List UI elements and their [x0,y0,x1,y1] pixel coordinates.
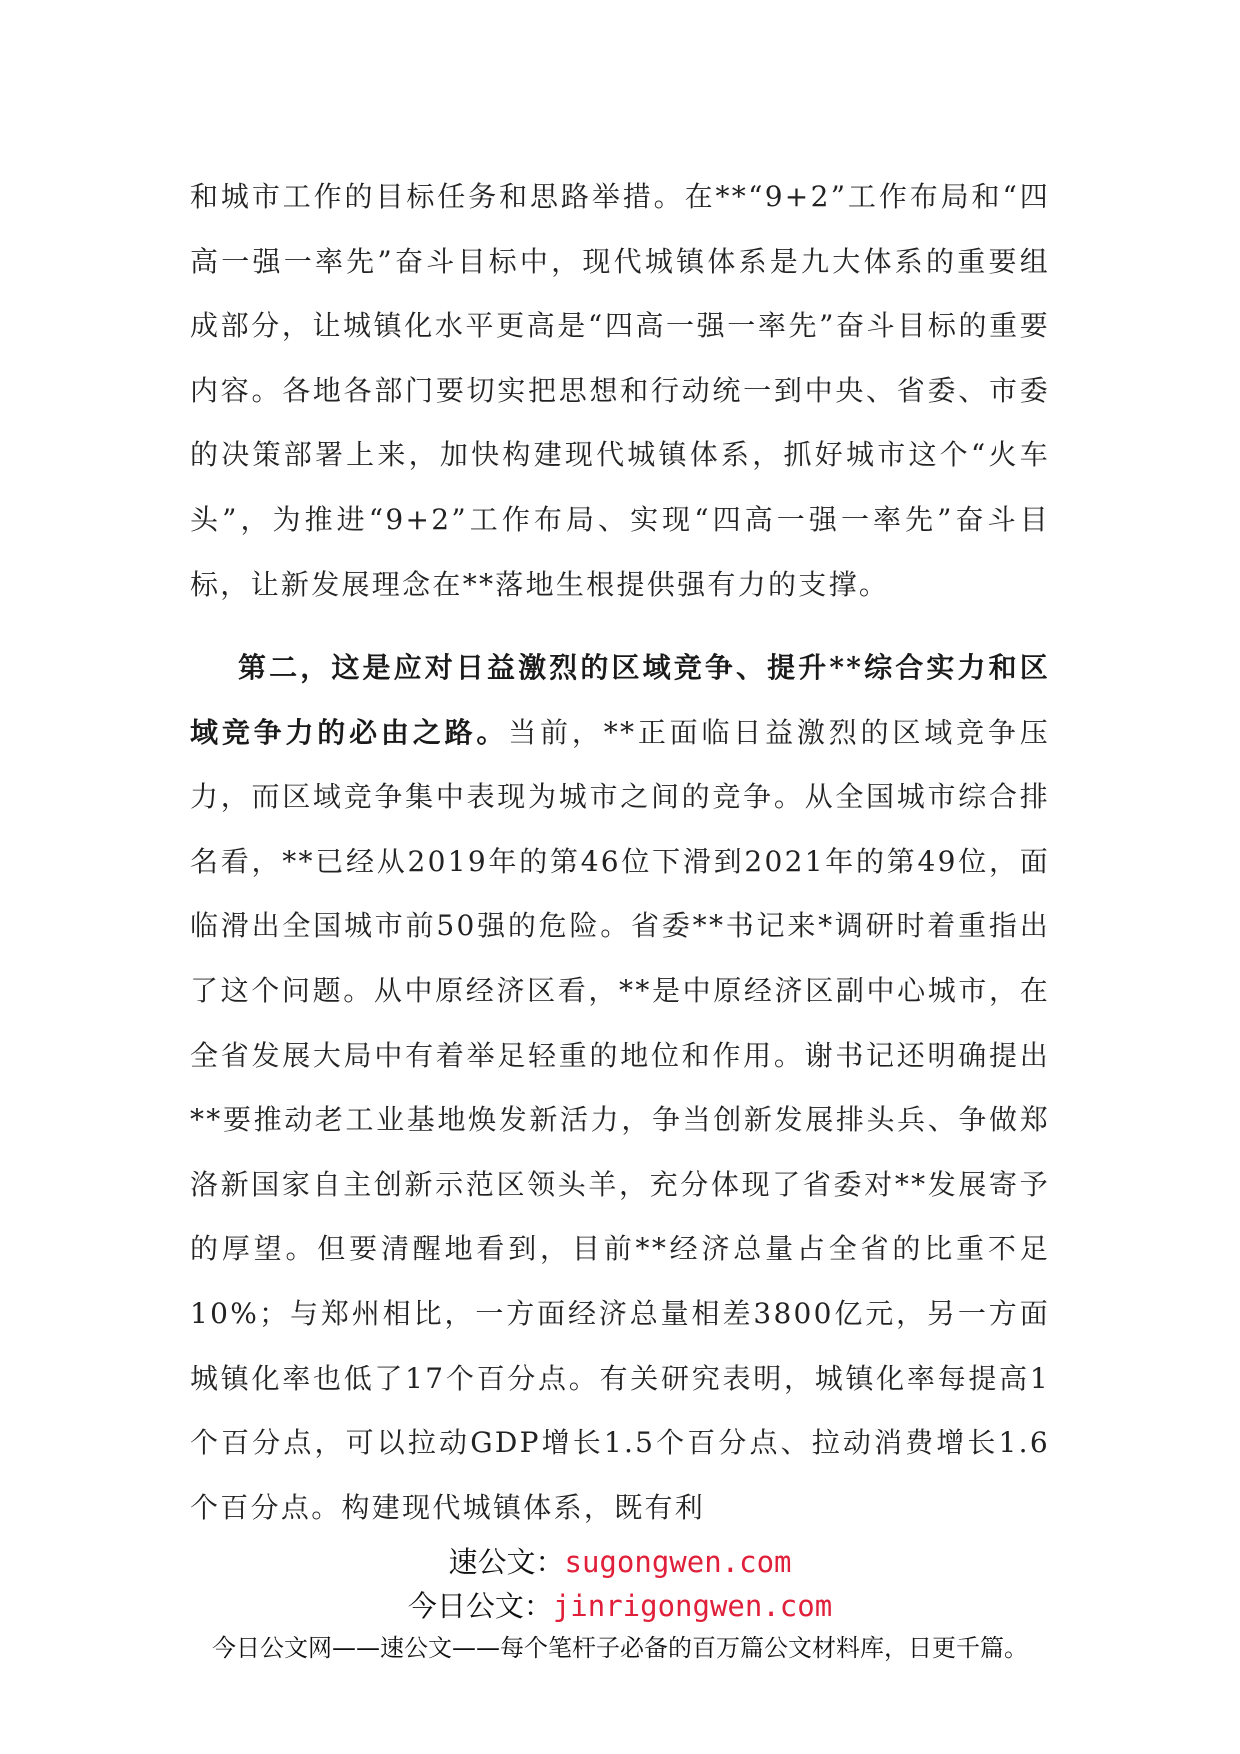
body-paragraph-2 [190,636,1050,1540]
footer-line-1 [0,1540,1240,1581]
footer-line-2 [0,1584,1240,1625]
footer-label-sugongwen: 速公文： [448,1545,565,1579]
paragraph-2-heading: 第二，这是应对日益激烈的区域竞争、提升**综合实力和区域竞争力的必由之路。 [190,651,1050,749]
body-paragraph-1: 和城市工作的目标任务和思路举措。在**“9+2”工作布局和“四高一强一率先”奋斗目标中，现代城镇体系是九大体系的重要组成部分，让城镇化水平更高是“四高一强一率先”奋斗目标的重要内容。各地各部门要切实把思想和行动统一到中央、省委、市委的决策部署上来，加快构建现代城镇体系，抓好城市这个“火车头”，为推进“9+2”工作布局、实现“四高一强一率先”奋斗目标，让新发展理念在**落地生根提供强有力的支撑。 [190,180,1050,601]
footer-link-jinrigongwen[interactable]: jinrigongwen.com [552,1589,833,1623]
footer-slogan: 今日公文网——速公文——每个笔杆子必备的百万篇公文材料库，日更千篇。 [212,1634,1028,1662]
footer-link-sugongwen[interactable]: sugongwen.com [564,1545,792,1579]
footer-label-jinrigongwen: 今日公文： [407,1589,553,1623]
paragraph-2-text: 当前，**正面临日益激烈的区域竞争压力，而区域竞争集中表现为城市之间的竞争。从全国城市综合排名看，**已经从2019年的第46位下滑到2021年的第49位，面临滑出全国城市前50强的危险。省委**书记来*调研时着重指出了这个问题。从中原经济区看，**是中原经济区副中心城市，在全省发展大局中有着举足轻重的地位和作用。谢书记还明确提出**要推动老工业基地焕发新活力，争当创新发展排头兵、争做郑洛新国家自主创新示范区领头羊，充分体现了省委对**发展寄予的厚望。但要清醒地看到，目前**经济总量占全省的比重不足10%；与郑州相比，一方面经济总量相差3800亿元，另一方面城镇化率也低了17个百分点。有关研究表明，城镇化率每提高1个百分点，可以拉动GDP增长1.5个百分点、拉动消费增长1.6个百分点。构建现代城镇体系，既有利 [190,715,1050,1524]
